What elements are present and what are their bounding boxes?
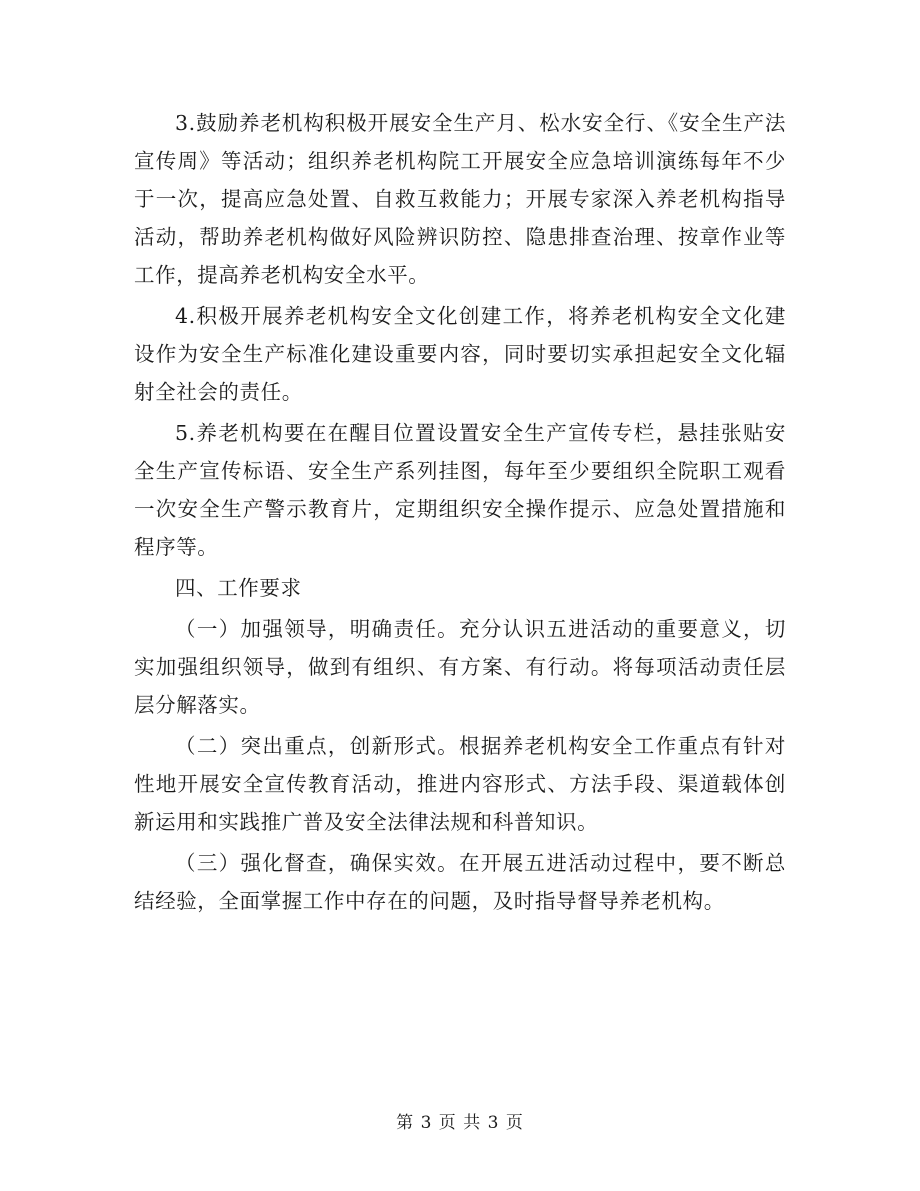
section-heading-work-requirements: 四、工作要求: [175, 576, 302, 600]
document-body: [134, 104, 786, 923]
page-number-footer: 第 3 页 共 3 页: [396, 1113, 524, 1133]
paragraph-requirement-2: （二）突出重点，创新形式。根据养老机构安全工作重点有针对性地开展安全宣传教育活动，推进内容形式、方法手段、渠道载体创新运用和实践推广普及安全法律法规和科普知识。: [134, 734, 786, 834]
paragraph-item-5: 5.养老机构要在在醒目位置设置安全生产宣传专栏，悬挂张贴安全生产宣传标语、安全生产系列挂图，每年至少要组织全院职工观看一次安全生产警示教育片，定期组织安全操作提示、应急处置措施和程序等。: [134, 421, 786, 559]
paragraph-requirement-1: （一）加强领导，明确责任。充分认识五进活动的重要意义，切实加强组织领导，做到有组织、有方案、有行动。将每项活动责任层层分解落实。: [134, 617, 786, 717]
paragraph-requirement-3: （三）强化督查，确保实效。在开展五进活动过程中，要不断总结经验，全面掌握工作中存在的问题，及时指导督导养老机构。: [134, 851, 786, 913]
paragraph-item-3: 3.鼓励养老机构积极开展安全生产月、松水安全行、《安全生产法宣传周》等活动；组织养老机构院工开展安全应急培训演练每年不少于一次，提高应急处置、自救互救能力；开展专家深入养老机构指导活动，帮助养老机构做好风险辨识防控、隐患排查治理、按章作业等工作，提高养老机构安全水平。: [134, 111, 786, 287]
paragraph-item-4: 4.积极开展养老机构安全文化创建工作，将养老机构安全文化建设作为安全生产标准化建设重要内容，同时要切实承担起安全文化辐射全社会的责任。: [134, 304, 786, 404]
